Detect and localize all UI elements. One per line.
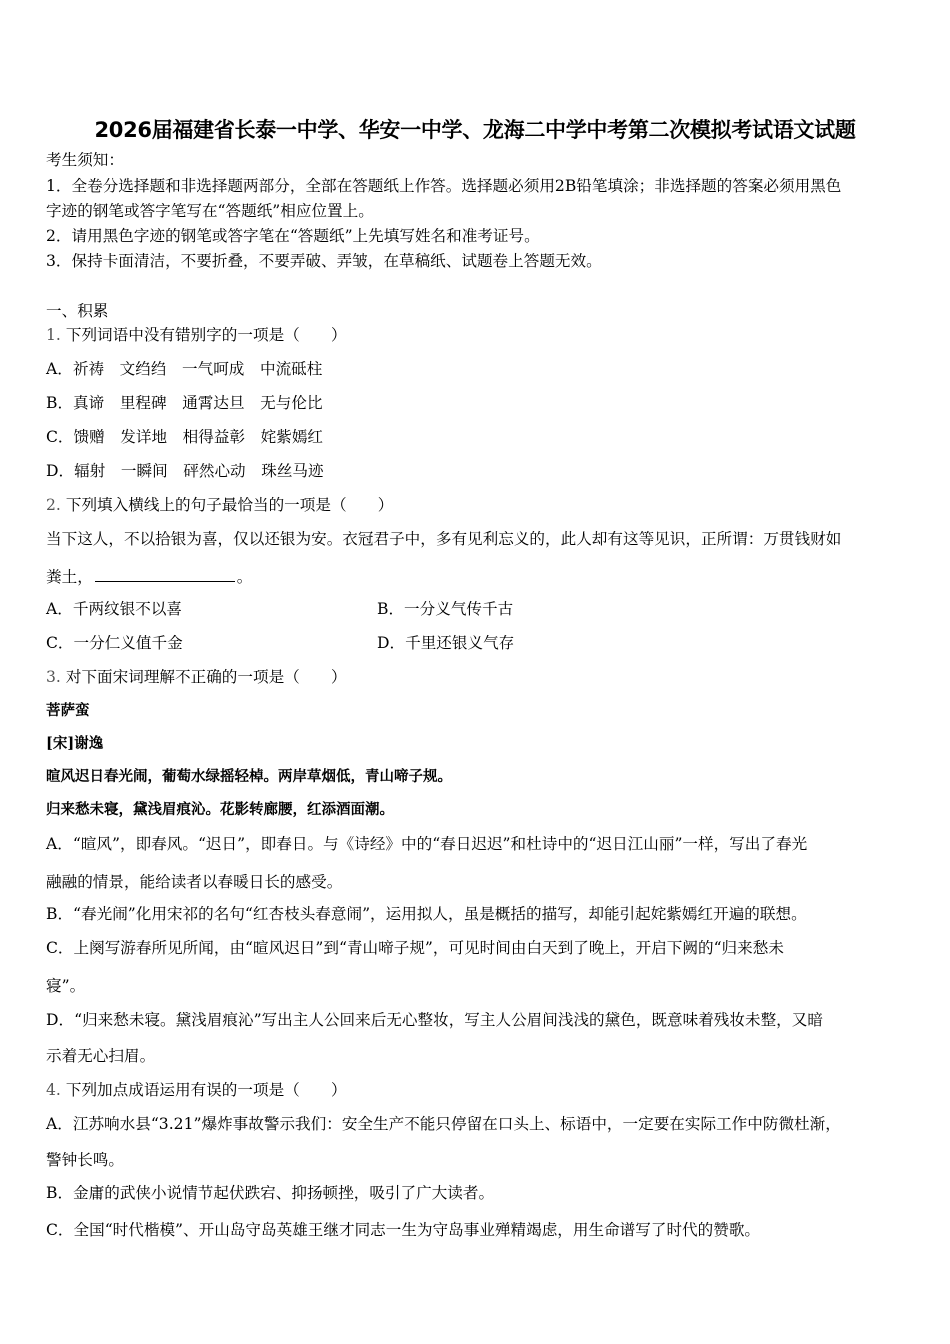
q3-option-a: A．“暄风”，即春风。“迟日”，即春日。与《诗经》中的“春日迟迟”和杜诗中的“迟日江山丽”一样，写出了春光 (46, 835, 808, 853)
poem-line: 暄风迟日春光闹，葡萄水绿摇轻棹。两岸草烟低，青山啼子规。 (46, 768, 452, 785)
poem-author: [宋]谢逸 (46, 735, 104, 752)
q3-option-d: D．“归来愁未寝。黛浅眉痕沁”写出主人公回来后无心整妆，写主人公眉间浅浅的黛色，既意味着残妆未整，又暗 (46, 1011, 823, 1029)
question-4-stem (46, 1080, 347, 1100)
document-title: 2026届福建省长泰一中学、华安一中学、龙海二中学中考第二次模拟考试语文试题 (94, 118, 856, 142)
notice-line: 3．保持卡面清洁，不要折叠，不要弄破、弄皱，在草稿纸、试题卷上答题无效。 (46, 252, 602, 270)
question-number: 4. (46, 1081, 61, 1099)
q2-passage-pre: 粪土， (46, 568, 93, 586)
question-text: 下列填入横线上的句子最恰当的一项是（ ） (65, 496, 394, 514)
question-number: 1. (46, 326, 61, 344)
q2-option-b: B．一分义气传千古 (377, 600, 514, 618)
question-number: 2. (46, 496, 61, 514)
section-heading: 一、积累 (46, 302, 109, 320)
q3-option-a-cont: 融融的情景，能给读者以春暖日长的感受。 (46, 873, 343, 891)
q4-option-c: C．全国“时代楷模”、开山岛守岛英雄王继才同志一生为守岛事业殚精竭虑，用生命谱写了时代的赞歌。 (46, 1221, 761, 1239)
question-3-stem (46, 667, 347, 687)
notice-line: 字迹的钢笔或答字笔写在“答题纸”相应位置上。 (46, 202, 374, 220)
notice-line: 1．全卷分选择题和非选择题两部分，全部在答题纸上作答。选择题必须用2B铅笔填涂；非选择题的答案必须用黑色 (46, 177, 842, 195)
q1-option-c: C．馈赠 发详地 相得益彰 姹紫嫣红 (46, 428, 324, 446)
question-text: 下列加点成语运用有误的一项是（ ） (65, 1081, 347, 1099)
question-text: 对下面宋词理解不正确的一项是（ ） (65, 668, 347, 686)
question-2-stem (46, 495, 393, 515)
q1-option-b: B．真谛 里程碑 通霄达旦 无与伦比 (46, 394, 323, 412)
q1-option-d: D．辐射 一瞬间 砰然心动 珠丝马迹 (46, 462, 324, 480)
q2-passage-cont (46, 567, 252, 587)
q2-option-d: D．千里还银义气存 (377, 634, 515, 652)
q4-option-b: B．金庸的武侠小说情节起伏跌宕、抑扬顿挫，吸引了广大读者。 (46, 1184, 495, 1202)
q3-option-d-cont: 示着无心扫眉。 (46, 1047, 156, 1065)
q3-option-c-cont: 寝”。 (46, 977, 86, 995)
q3-option-c: C．上阕写游春所见所闻，由“暄风迟日”到“青山啼子规”，可见时间由白天到了晚上，开启下阙的“归来愁未 (46, 939, 784, 957)
q2-option-a: A．千两纹银不以喜 (46, 600, 183, 618)
q4-option-a-cont: 警钟长鸣。 (46, 1151, 124, 1169)
poem-title: 菩萨蛮 (46, 702, 90, 719)
q4-option-a: A．江苏响水县“3.21”爆炸事故警示我们：安全生产不能只停留在口头上、标语中，一定要在实际工作中防微杜渐， (46, 1115, 841, 1133)
question-1-stem (46, 325, 347, 345)
question-text: 下列词语中没有错别字的一项是（ ） (65, 326, 347, 344)
q2-passage: 当下这人，不以拾银为喜，仅以还银为安。衣冠君子中，多有见利忘义的，此人却有这等见识，正所谓：万贯钱财如 (46, 530, 842, 548)
poem-line: 归来愁未寝，黛浅眉痕沁。花影转廊腰，红添酒面潮。 (46, 801, 394, 818)
q3-option-b: B．“春光闹”化用宋祁的名句“红杏枝头春意闹”，运用拟人，虽是概括的描写，却能引起姹紫嫣红开遍的联想。 (46, 905, 807, 923)
notice-heading: 考生须知： (46, 151, 124, 169)
notice-line: 2．请用黑色字迹的钢笔或答字笔在“答题纸”上先填写姓名和准考证号。 (46, 227, 540, 245)
q2-option-c: C．一分仁义值千金 (46, 634, 183, 652)
q2-passage-post: 。 (236, 568, 253, 586)
question-number: 3. (46, 668, 61, 686)
q1-option-a: A．祈祷 文绉绉 一气呵成 中流砥柱 (46, 360, 323, 378)
answer-blank (95, 567, 235, 582)
